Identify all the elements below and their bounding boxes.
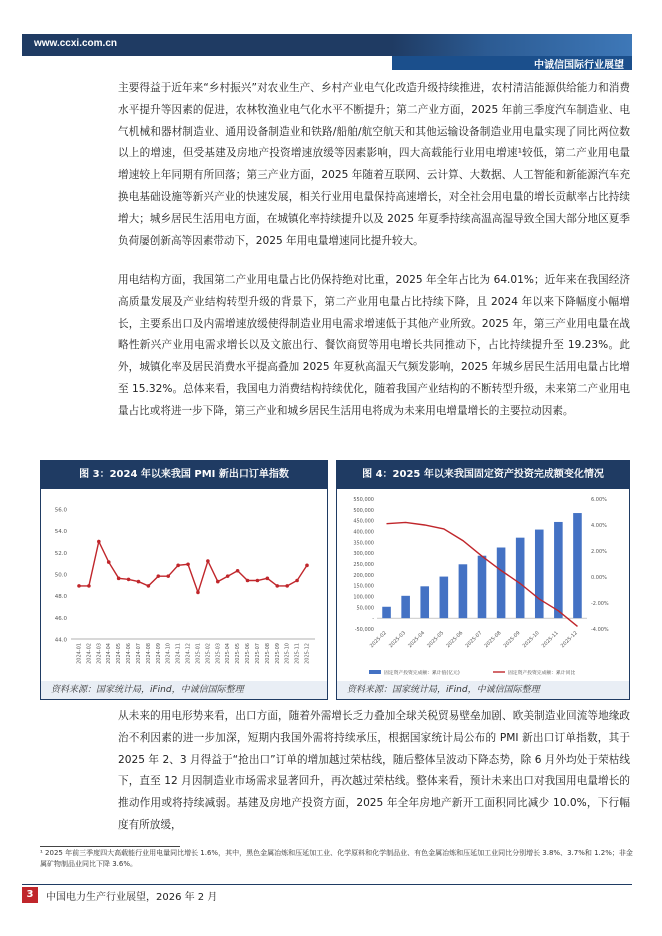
x-tick-label: 2024-05	[116, 643, 123, 664]
pmi-point	[176, 564, 180, 568]
fai-bar	[401, 596, 410, 618]
x-tick-label: 2024-12	[185, 643, 192, 664]
left-y-tick-label: 500,000	[353, 507, 374, 514]
x-tick-label: 2025-11	[540, 630, 560, 650]
left-y-tick-label: 450,000	[353, 518, 374, 525]
x-tick-label: 2025-02	[205, 643, 212, 664]
x-tick-label: 2025-12	[304, 643, 311, 664]
pmi-point	[226, 574, 230, 578]
pmi-point	[246, 579, 250, 583]
y-tick-label: 48.0	[54, 594, 67, 601]
pmi-point	[236, 569, 240, 573]
pmi-point	[127, 578, 131, 582]
figure-4-source: 资料来源：国家统计局，iFind，中诚信国际整理	[337, 681, 629, 699]
left-y-tick-label: 200,000	[353, 572, 374, 579]
x-tick-label: 2025-08	[483, 630, 503, 650]
x-tick-label: 2025-11	[294, 643, 301, 664]
x-tick-label: 2025-09	[502, 630, 522, 650]
header-decoration	[392, 34, 632, 56]
legend-bar-swatch	[369, 670, 381, 674]
left-y-tick-label: 400,000	[353, 529, 374, 536]
x-tick-label: 2025-04	[225, 643, 232, 664]
right-y-tick-label: 4.00%	[591, 523, 607, 529]
site-url[interactable]: www.ccxi.com.cn	[34, 38, 117, 49]
x-tick-label: 2025-03	[388, 630, 408, 650]
x-tick-label: 2024-08	[145, 643, 152, 664]
right-y-tick-label: 2.00%	[591, 549, 607, 555]
pmi-point	[295, 579, 299, 583]
paragraph-3: 从未来的用电形势来看，出口方面，随着外需增长乏力叠加全球关税贸易壁垒加剧、欧美制造业回流等地缘政治不利因素的进一步加深，短期内我国外需将持续承压，根据国家统计局公布的 PMI 新出口订单指数，其于 2025 年 2、3 月得益于“抢出口”订单的增加越过荣枯线，随后整体呈波动下降态势，除 6 月外均处于荣枯线下，直至 12 月因制造业市场需求显著回升，再次越过荣枯线。整体来看，预计未来出口对我国用电量增长的推动作用或将持续减弱。基建及房地产投资方面，2025 年全年房地产新开工面积同比减少 10.0%，下行幅度有所放缓，	[118, 710, 630, 831]
x-tick-label: 2024-11	[175, 643, 182, 664]
pmi-chart	[41, 489, 327, 681]
x-tick-label: 2025-10	[284, 643, 291, 664]
pmi-point	[97, 540, 101, 544]
x-tick-label: 2024-07	[135, 643, 142, 664]
paragraph-1: 主要得益于近年来“乡村振兴”对农业生产、乡村产业电气化改造升级持续推进，农村清洁能源供给能力和消费水平提升等因素的促进，农林牧渔业电气化水平不断提升；第二产业方面，2025 年前三季度汽车制造业、电气机械和器材制造业、通用设备制造业和铁路/船舶/航空航天和其他运输设备制造业用电量实现了同比两位数以上的增速，但受基建及房地产投资增速放缓等因素影响，四大高载能行业用电增速¹较低，第二产业用电量增速较上年同期有所回落；第三产业方面，2025 年随着互联网、云计算、大数据、人工智能和新能源汽车充换电基础设施等新兴产业的快速发展，相关行业用电量保持高速增长，对全社会用电量的增长贡献率占比持续增大；城乡居民生活用电方面，在城镇化率持续提升以及 2025 年夏季持续高温高湿导致全国大部分地区夏季负荷屡创新高等因素带动下，2025 年用电量增速同比提升较大。	[118, 82, 630, 247]
pmi-point	[285, 584, 289, 588]
x-tick-label: 2024-03	[96, 643, 103, 664]
x-tick-label: 2025-12	[559, 630, 579, 650]
legend-line-label: 固定资产投资完成额：累计同比	[508, 671, 576, 676]
x-tick-label: 2025-06	[445, 630, 465, 650]
left-y-tick-label: 300,000	[353, 551, 374, 558]
x-tick-label: 2024-02	[86, 643, 93, 664]
pmi-point	[77, 584, 81, 588]
figure-3-panel	[40, 460, 328, 700]
fai-bar	[573, 513, 582, 618]
x-tick-label: 2025-07	[464, 630, 484, 650]
x-tick-label: 2025-09	[274, 643, 281, 664]
fai-bar	[478, 556, 487, 618]
x-tick-label: 2025-04	[407, 630, 427, 650]
y-tick-label: 46.0	[54, 615, 67, 622]
y-tick-label: 44.0	[54, 637, 67, 644]
x-tick-label: 2025-03	[215, 643, 222, 664]
fai-bar	[459, 564, 468, 618]
fai-bar	[497, 548, 506, 619]
figure-3-source: 资料来源：国家统计局，iFind，中诚信国际整理	[41, 681, 327, 699]
legend-bar-label: 固定资产投资完成额：累计值(亿元)	[384, 671, 460, 676]
pmi-point	[186, 562, 190, 566]
x-tick-label: 2025-05	[426, 630, 446, 650]
fai-bar	[535, 530, 544, 619]
fai-bar	[440, 577, 449, 619]
pmi-point	[117, 577, 121, 581]
footer-text: 中国电力生产行业展望，2026 年 2 月	[46, 892, 218, 903]
fai-chart	[337, 489, 629, 681]
x-tick-label: 2024-09	[155, 643, 162, 664]
pmi-series-line	[79, 542, 307, 593]
left-y-tick-label: 550,000	[353, 497, 374, 503]
right-y-tick-label: 0.00%	[591, 575, 607, 581]
fai-bar	[420, 586, 429, 618]
footnote-divider	[40, 846, 180, 847]
publication-bar	[392, 56, 632, 70]
header-bar	[22, 34, 632, 56]
pmi-point	[216, 580, 220, 584]
pmi-point	[196, 591, 200, 595]
x-tick-label: 2025-10	[521, 630, 541, 650]
x-tick-label: 2024-10	[165, 643, 172, 664]
publication-title: 中诚信国际行业展望	[534, 60, 624, 71]
figure-3-title: 图 3：2024 年以来我国 PMI 新出口订单指数	[41, 461, 327, 489]
y-tick-label: 54.0	[54, 529, 67, 536]
x-tick-label: 2025-08	[264, 643, 271, 664]
pmi-point	[206, 559, 210, 563]
fai-bar	[382, 607, 391, 618]
page-number: 3	[22, 887, 38, 903]
y-tick-label: 56.0	[54, 507, 67, 514]
pmi-point	[266, 577, 270, 581]
pmi-point	[275, 584, 279, 588]
paragraph-2: 用电结构方面，我国第二产业用电量占比仍保持绝对比重，2025 年全年占比为 64.01%；近年来在我国经济高质量发展及产业结构转型升级的背景下，第二产业用电量占比持续下降，且 2024 年以来下降幅度小幅增长，主要系出口及内需增速放缓使得制造业用电需求增速低于其他产业所致。2025 年，第三产业用电量在战略性新兴产业用电需求增长以及文旅出行、餐饮商贸等用电增长共同推动下，占比持续提升至 19.23%。此外，城镇化率及居民消费水平提高叠加 2025 年夏秋高温天气频发影响，2025 年城乡居民生活用电量占比增至 15.32%。总体来看，我国电力消费结构持续优化，随着我国产业结构的不断转型升级，未来第二产业用电量占比或将进一步下降，第三产业和城乡居民生活用电将成为未来用电增量增长的主要拉动因素。	[118, 274, 630, 417]
pmi-point	[137, 580, 141, 584]
pmi-point	[157, 574, 161, 578]
pmi-point	[107, 560, 111, 564]
x-tick-label: 2024-04	[106, 643, 113, 664]
pmi-point	[147, 584, 151, 588]
right-y-tick-label: 6.00%	[591, 497, 607, 503]
right-y-tick-label: -4.00%	[591, 627, 609, 633]
right-y-tick-label: -2.00%	[591, 601, 609, 607]
pmi-point	[305, 564, 309, 568]
x-tick-label: 2025-05	[235, 643, 242, 664]
figure-4-title: 图 4：2025 年以来我国固定资产投资完成额变化情况	[337, 461, 629, 489]
left-y-tick-label: 50,000	[356, 605, 374, 612]
left-y-tick-label: 350,000	[353, 540, 374, 547]
fai-bar	[554, 522, 563, 618]
figure-4-panel	[336, 460, 630, 700]
pmi-point	[87, 584, 91, 588]
x-tick-label: 2024-01	[76, 643, 83, 664]
left-y-tick-label: -	[372, 616, 374, 623]
fai-bar	[516, 538, 525, 618]
x-tick-label: 2025-02	[368, 630, 388, 650]
x-tick-label: 2025-07	[254, 643, 261, 664]
y-tick-label: 50.0	[54, 572, 67, 579]
pmi-point	[256, 579, 260, 583]
x-tick-label: 2025-06	[245, 643, 252, 664]
footnote: ¹ 2025 年前三季度四大高载能行业用电量同比增长 1.6%，其中，黑色金属冶炼和压延加工业、化学原料和化学制品业、有色金属冶炼和压延加工业同比分别增长 3.8%、3.7%和 1.2%；非金属矿物制品业同比下降 3.6%。	[40, 849, 633, 868]
left-y-tick-label: 150,000	[353, 583, 374, 590]
page-footer	[22, 884, 632, 905]
left-y-tick-label: -50,000	[354, 627, 374, 633]
left-y-tick-label: 100,000	[353, 594, 374, 601]
pmi-point	[166, 574, 170, 578]
x-tick-label: 2025-01	[195, 643, 202, 664]
left-y-tick-label: 250,000	[353, 562, 374, 568]
y-tick-label: 52.0	[54, 550, 67, 557]
x-tick-label: 2024-06	[126, 643, 133, 664]
